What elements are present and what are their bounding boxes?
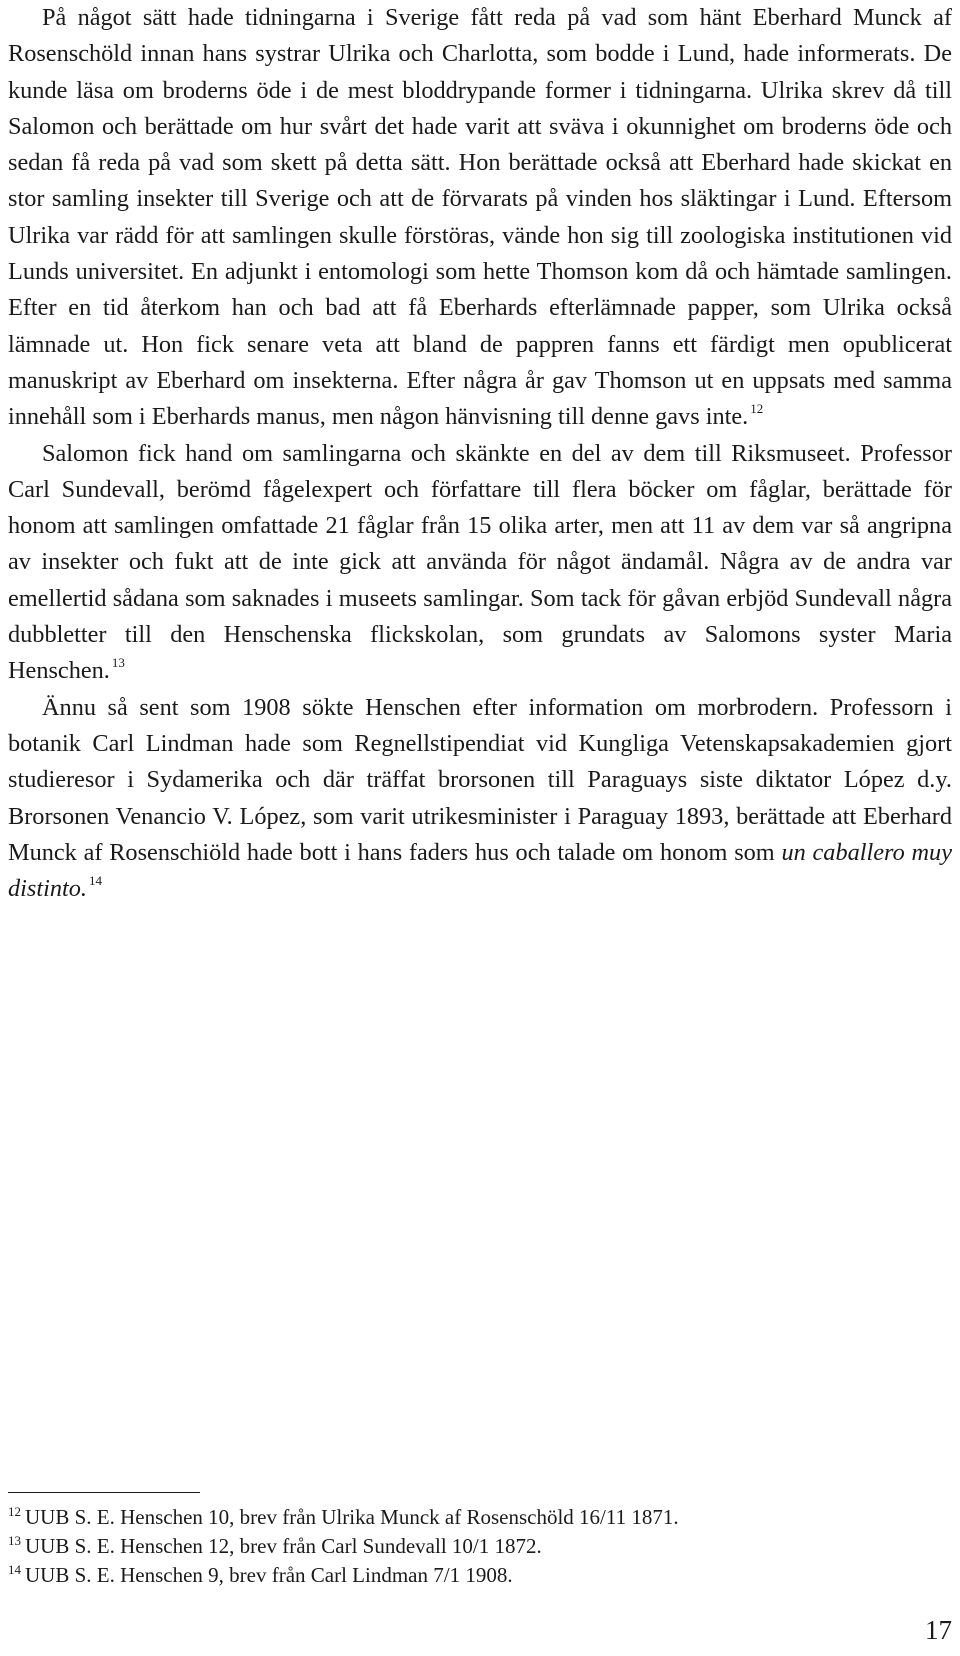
body-paragraph bbox=[8, 690, 952, 908]
footnote-number: 12 bbox=[8, 1504, 21, 1519]
footnote bbox=[8, 1532, 908, 1561]
page-number: 17 bbox=[925, 1615, 952, 1645]
paragraph-text: På något sätt hade tidningarna i Sverige fått reda på vad som hänt Eberhard Munck af Rosenschöld innan hans systrar Ulrika och Charlotta, som bodde i Lund, hade informerats. De kunde läsa om broderns öde i de mest bloddrypande former i tidningarna. Ulrika skrev då till Salomon och berättade om hur svårt det hade varit att sväva i okunnighet om broderns öde och sedan få reda på vad som skett på detta sätt. Hon berättade också att Eberhard hade skickat en stor samling insekter till Sverige och att de förvarats på vinden hos släktingar i Lund. Eftersom Ulrika var rädd för att samlingen skulle förstöras, vände hon sig till zoologiska institutionen vid Lunds universitet. En adjunkt i entomologi som hette Thomson kom då och hämtade samlingen. Efter en tid återkom han och bad att få Eberhards efterlämnade papper, som Ulrika också lämnade ut. Hon fick senare veta att bland de pappren fanns ett färdigt men opublicerat manuskript av Eberhard om insekterna. Efter några år gav Thomson ut en uppsats med samma innehåll som i Eberhards manus, men någon hänvisning till denne gavs inte. bbox=[8, 4, 952, 431]
footnote-reference: 13 bbox=[111, 655, 125, 671]
paragraph-text: Salomon fick hand om samlingarna och skänkte en del av dem till Riksmuseet. Professor Carl Sundevall, berömd fågelexpert och författare till flera böcker om fåglar, berättade för honom att samlingen omfattade 21 fåglar från 15 olika arter, men att 11 av dem var så angripna av insekter och fukt att de inte gick att använda för något ändamål. Några av de andra var emellertid sådana som saknades i museets samlingar. Som tack för gåvan erbjöd Sundevall några dubbletter till den Henschenska flickskolan, som grundats av Salomons syster Maria Henschen. bbox=[8, 439, 952, 685]
footnote-number: 14 bbox=[8, 1562, 21, 1577]
footnote bbox=[8, 1503, 908, 1532]
footnote-text: UUB S. E. Henschen 12, brev från Carl Sundevall 10/1 1872. bbox=[25, 1534, 542, 1558]
body-paragraph bbox=[8, 0, 952, 436]
footnote bbox=[8, 1561, 908, 1590]
italic-text: un caballero muy distinto. bbox=[8, 838, 952, 903]
body-paragraph bbox=[8, 436, 952, 690]
footnote-reference: 14 bbox=[88, 873, 102, 889]
footnote-separator bbox=[8, 1492, 200, 1493]
footnote-number: 13 bbox=[8, 1533, 21, 1548]
footnote-text: UUB S. E. Henschen 9, brev från Carl Lindman 7/1 1908. bbox=[25, 1563, 513, 1587]
footnote-reference: 12 bbox=[750, 401, 764, 417]
paragraph-text: Ännu så sent som 1908 sökte Henschen efter information om morbrodern. Professorn i botanik Carl Lindman hade som Regnellstipendiat vid Kungliga Vetenskapsakademien gjort studieresor i Sydamerika och där träffat brorsonen till Paraguays siste diktator López d.y. Brorsonen Venancio V. López, som varit utrikesminister i Paraguay 1893, berättade att Eberhard Munck af Rosenschiöld hade bott i hans faders hus och talade om honom som bbox=[8, 693, 952, 866]
body-text bbox=[8, 0, 952, 907]
footnotes bbox=[8, 1503, 908, 1590]
footnote-text: UUB S. E. Henschen 10, brev från Ulrika Munck af Rosenschöld 16/11 1871. bbox=[25, 1505, 679, 1529]
